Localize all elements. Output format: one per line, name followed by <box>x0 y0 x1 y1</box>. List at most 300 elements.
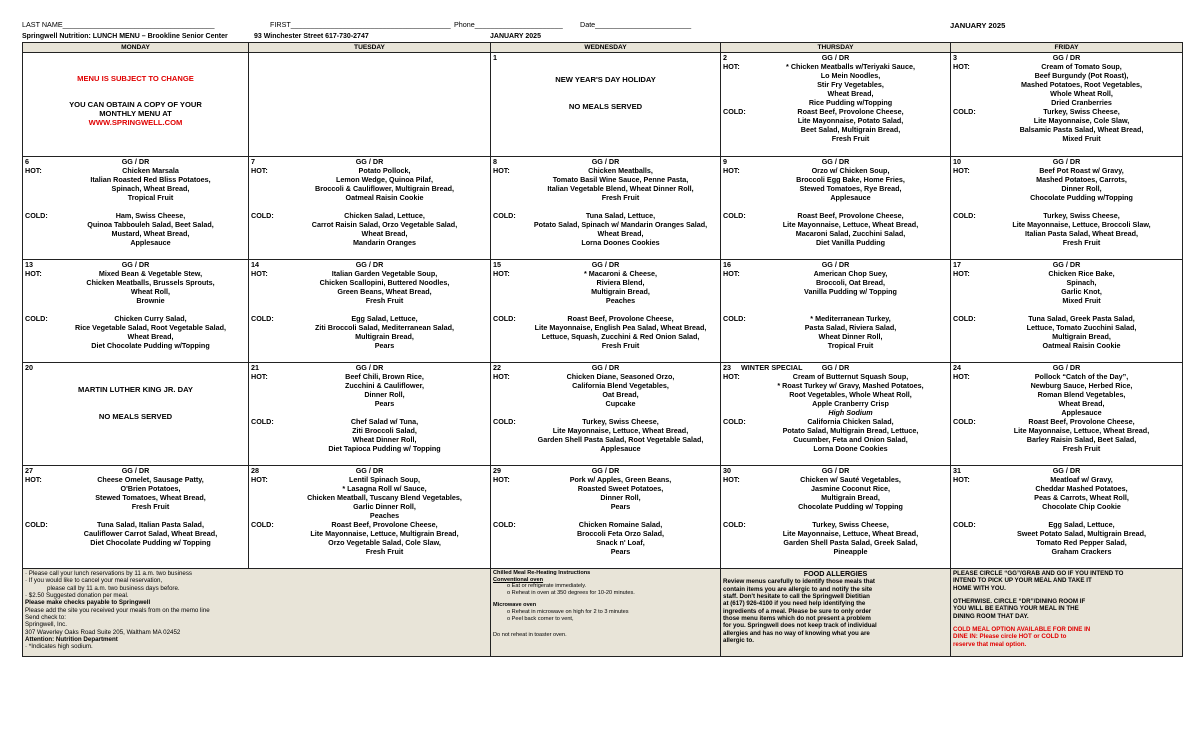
hot-item: Cream of Butternut Squash Soup, <box>792 372 909 381</box>
footer-line: · If you would like to cancel your meal reservation, <box>25 577 163 585</box>
hot-item: Lentil Spinach Soup, <box>348 475 421 484</box>
cold-label-spacer <box>493 324 523 333</box>
cold-label-spacer <box>493 427 523 436</box>
hot-item: Broccoli, Oat Bread, <box>815 278 886 287</box>
cold-item: Ziti Broccoli Salad, Mediterranean Salad, <box>315 323 454 332</box>
phone-field[interactable]: Phone______________________ <box>454 20 563 29</box>
hot-item: * Chicken Meatballs w/Teriyaki Sauce, <box>786 62 915 71</box>
cold-item: Potato Salad, Spinach w/ Mandarin Oranges Salad, <box>533 220 708 229</box>
cold-label: COLD: <box>953 211 976 220</box>
grab-go-dining-choice[interactable]: GG / DR <box>821 53 850 62</box>
hot-label-spacer <box>493 485 523 494</box>
cold-item: Orzo Vegetable Salad, Cole Slaw, <box>328 538 441 547</box>
hot-label-spacer <box>25 279 55 288</box>
cold-item: Applesauce <box>130 238 171 247</box>
header-form-line <box>22 21 1182 31</box>
cold-label-spacer <box>953 445 983 454</box>
last-name-field[interactable]: LAST NAME______________________________________ <box>22 20 215 29</box>
hot-item: Newburg Sauce, Herbed Rice, <box>1030 381 1133 390</box>
hot-item: Beef Pot Roast w/ Gravy, <box>1039 166 1124 175</box>
cold-item: Lorna Doone Cookies <box>813 444 888 453</box>
cold-item: Fresh Fruit <box>831 134 870 143</box>
footer-line: Springwell, Inc. <box>25 621 67 629</box>
hot-item: Green Beans, Wheat Bread, <box>337 287 432 296</box>
cold-label-spacer <box>251 333 281 342</box>
cold-label: COLD: <box>723 520 746 529</box>
day-cell-10 <box>951 157 1183 260</box>
hot-item: Stewed Tomatoes, Wheat Bread, <box>95 493 206 502</box>
option-line: DINING ROOM THAT DAY. <box>953 612 1029 620</box>
grab-go-dining-choice[interactable]: GG / DR <box>355 157 384 166</box>
hot-label-spacer <box>493 494 523 503</box>
cold-menu-line <box>493 445 718 454</box>
meal-option-instructions <box>951 569 1183 657</box>
hot-label-spacer <box>251 400 281 409</box>
day-cell-22 <box>491 363 721 466</box>
day-cell-24 <box>951 363 1183 466</box>
org-line <box>22 33 1182 42</box>
cold-option-line: DINE IN: Please circle HOT or COLD to <box>953 633 1067 641</box>
grab-go-dining-choice[interactable]: GG / DR <box>821 260 850 269</box>
grab-go-dining-choice[interactable]: GG / DR <box>1052 466 1081 475</box>
grab-go-dining-choice[interactable]: GG / DR <box>1052 157 1081 166</box>
weekday-header-row <box>23 43 1183 53</box>
day-number: 9 <box>723 157 727 166</box>
cold-label-spacer <box>953 117 983 126</box>
hot-item: Wheat Bread, <box>827 89 874 98</box>
cold-label-spacer <box>723 221 753 230</box>
food-allergies <box>721 569 951 657</box>
cold-label-spacer <box>251 427 281 436</box>
cold-item: Wheat Bread, <box>361 229 408 238</box>
hot-label-spacer <box>723 503 753 512</box>
month-title: JANUARY 2025 <box>950 21 1006 30</box>
cold-item: Ham, Swiss Cheese, <box>115 211 186 220</box>
footer-line: 307 Waverley Oaks Road Suite 205, Waltham MA 02452 <box>25 628 181 636</box>
hot-menu-line <box>493 494 718 503</box>
hot-item: Chocolate Chip Cookie <box>1042 502 1121 511</box>
cold-label: COLD: <box>953 520 976 529</box>
microwave-heading: Microwave oven <box>493 602 537 609</box>
hot-item: Cheddar Mashed Potatoes, <box>1035 484 1128 493</box>
hot-item: Chicken w/ Sauté Vegetables, <box>800 475 901 484</box>
allergy-line: contain items you are allergic to and notify the site <box>723 585 873 593</box>
holiday-title: MARTIN LUTHER KING JR. DAY <box>78 385 193 394</box>
hot-item: Cheese Omelet, Sausage Patty, <box>97 475 204 484</box>
hot-item: Garlic Knot, <box>1061 287 1102 296</box>
hot-label-spacer <box>723 185 753 194</box>
cold-item: Lite Mayonnaise, Lettuce, Wheat Bread, <box>1013 426 1150 435</box>
hot-item: * Lasagna Roll w/ Sauce, <box>342 484 427 493</box>
hot-item: Dinner Roll, <box>600 493 641 502</box>
day-number: 3 <box>953 53 957 62</box>
day-cell-31 <box>951 466 1183 569</box>
cold-item: Rice Vegetable Salad, Root Vegetable Salad, <box>75 323 226 332</box>
day-number: 23 <box>723 363 731 372</box>
cold-menu-line <box>25 342 246 351</box>
cold-menu-line <box>25 539 246 548</box>
org-name: Springwell Nutrition: LUNCH MENU – Brookline Senior Center <box>22 33 228 40</box>
grab-go-dining-choice[interactable]: GG / DR <box>1052 53 1081 62</box>
grab-go-dining-choice[interactable]: GG / DR <box>821 157 850 166</box>
grab-go-dining-choice[interactable]: GG / DR <box>591 466 620 475</box>
hot-item: Roasted Sweet Potatoes, <box>577 484 664 493</box>
hot-label-spacer <box>953 485 983 494</box>
cold-label-spacer <box>251 548 281 557</box>
hot-item: Broccoli & Cauliflower, Multigrain Bread, <box>315 184 454 193</box>
allergy-line: allergies and has no way of knowing what you are <box>723 629 870 637</box>
cold-label-spacer <box>25 530 55 539</box>
website-link[interactable]: WWW.SPRINGWELL.COM <box>88 118 183 128</box>
allergy-line: ingredients of a meal. Please be sure to only order <box>723 607 872 615</box>
cold-item: Lite Mayonnaise, Lettuce, Wheat Bread, <box>782 529 919 538</box>
copy-notice-line1: YOU CAN OBTAIN A COPY OF YOUR <box>69 100 202 110</box>
hot-menu-line <box>493 400 718 409</box>
grab-go-dining-choice[interactable]: GG / DR <box>591 157 620 166</box>
cold-item: Multigrain Bread, <box>355 332 414 341</box>
day-cell-9 <box>721 157 951 260</box>
cold-label-spacer <box>723 342 753 351</box>
day-number: 13 <box>25 260 33 269</box>
hot-label-spacer <box>493 279 523 288</box>
hot-item: Rice Pudding w/Topping <box>808 98 893 107</box>
hot-label-spacer <box>953 494 983 503</box>
cold-item: Macaroni Salad, Zucchini Salad, <box>795 229 906 238</box>
hot-menu-line <box>251 194 488 203</box>
cold-label-spacer <box>25 333 55 342</box>
cold-menu-line <box>493 342 718 351</box>
cold-menu-line <box>251 445 488 454</box>
hot-item: California Blend Vegetables, <box>572 381 669 390</box>
allergy-line: staff. Don't hesitate to call the Springwell Dietitian <box>723 593 870 601</box>
hot-label-spacer <box>953 279 983 288</box>
hot-label-spacer <box>723 485 753 494</box>
cold-item: Chicken Romaine Salad, <box>578 520 663 529</box>
hot-label-spacer <box>251 503 281 512</box>
weekday-monday: MONDAY <box>23 43 249 53</box>
cold-item: Lite Mayonnaise, English Pea Salad, Wheat Bread, <box>534 323 707 332</box>
option-line: HOME WITH YOU. <box>953 584 1006 592</box>
hot-item: Root Vegetables, Whole Wheat Roll, <box>789 390 912 399</box>
hot-item: Cupcake <box>605 399 636 408</box>
day-cell-21 <box>249 363 491 466</box>
cold-label-spacer <box>723 539 753 548</box>
cold-item: Mixed Fruit <box>1062 134 1101 143</box>
hot-label: HOT: <box>493 269 510 278</box>
hot-label-spacer <box>25 176 55 185</box>
hot-label-spacer <box>723 400 753 409</box>
cold-item: Egg Salad, Lettuce, <box>1048 520 1115 529</box>
hot-label-spacer <box>953 503 983 512</box>
cold-label-spacer <box>493 539 523 548</box>
cold-item: Mandarin Oranges <box>352 238 417 247</box>
cold-item: Barley Raisin Salad, Beet Salad, <box>1026 435 1137 444</box>
grab-go-dining-choice[interactable]: GG / DR <box>121 260 150 269</box>
grab-go-dining-choice[interactable]: GG / DR <box>591 260 620 269</box>
hot-item: Dinner Roll, <box>364 390 405 399</box>
cold-label-spacer <box>953 548 983 557</box>
allergy-line: for you. Springwell does not keep track of individual <box>723 622 877 630</box>
hot-menu-line <box>953 194 1180 203</box>
first-name-field[interactable]: FIRST________________________________________ <box>270 20 451 29</box>
day-number: 20 <box>25 363 33 372</box>
hot-label-spacer <box>493 382 523 391</box>
cold-menu-line <box>493 239 718 248</box>
cold-label: COLD: <box>493 417 516 426</box>
cold-label-spacer <box>251 342 281 351</box>
cold-label: COLD: <box>723 107 746 116</box>
cold-label: COLD: <box>953 417 976 426</box>
hot-label: HOT: <box>953 372 970 381</box>
cold-label-spacer <box>723 445 753 454</box>
cold-menu-line <box>251 333 488 342</box>
cold-item: Egg Salad, Lettuce, <box>351 314 418 323</box>
cold-item: Turkey, Swiss Cheese, <box>1043 211 1120 220</box>
reheat-step: o Eat or refrigerate immediately. <box>507 583 587 590</box>
hot-item: Potato Pollock, <box>358 166 411 175</box>
hot-label: HOT: <box>25 475 42 484</box>
hot-label-spacer <box>953 81 983 90</box>
cold-item: Pineapple <box>833 547 868 556</box>
cold-label-spacer <box>493 530 523 539</box>
grab-go-dining-choice[interactable]: GG / DR <box>121 466 150 475</box>
allergy-line: at (617) 926-4100 if you need help identifying the <box>723 600 866 608</box>
hot-label: HOT: <box>493 372 510 381</box>
special-label: WINTER SPECIAL <box>741 363 803 372</box>
cold-label-spacer <box>493 342 523 351</box>
conventional-oven-heading: Conventional oven <box>493 576 544 583</box>
hot-item: Vanilla Pudding w/ Topping <box>804 287 897 296</box>
cold-item: Italian Pasta Salad, Wheat Bread, <box>1024 229 1139 238</box>
hot-label-spacer <box>493 400 523 409</box>
cold-item: Garden Shell Pasta Salad, Root Vegetable Salad, <box>537 435 704 444</box>
hot-item: Pears <box>374 399 395 408</box>
allergy-line: Review menus carefully to identify those meals that <box>723 578 875 586</box>
footer-line: please call by 11 a.m. two business days before. <box>47 584 180 592</box>
day-number: 28 <box>251 466 259 475</box>
hot-item: Mixed Fruit <box>1062 296 1101 305</box>
hot-label-spacer <box>723 81 753 90</box>
hot-label-spacer <box>493 288 523 297</box>
day-cell-29 <box>491 466 721 569</box>
hot-label-spacer <box>953 72 983 81</box>
cold-label: COLD: <box>493 314 516 323</box>
hot-item: Wheat Roll, <box>130 287 171 296</box>
grab-go-dining-choice[interactable]: GG / DR <box>355 260 384 269</box>
hot-label-spacer <box>723 279 753 288</box>
cold-item: Roast Beef, Provolone Cheese, <box>797 211 904 220</box>
weekday-friday: FRIDAY <box>951 43 1183 53</box>
week-row <box>23 157 1183 260</box>
hot-item: Peas & Carrots, Wheat Roll, <box>1034 493 1129 502</box>
cold-label: COLD: <box>723 314 746 323</box>
cold-item: Lorna Doones Cookies <box>581 238 660 247</box>
footer-line: · Please call your lunch reservations by 11 a.m. two business <box>25 570 193 577</box>
grab-go-dining-choice[interactable]: GG / DR <box>355 466 384 475</box>
week-row <box>23 363 1183 466</box>
cold-item: Lite Mayonnaise, Lettuce, Wheat Bread, <box>782 220 919 229</box>
day-number: 1 <box>493 53 497 62</box>
day-cell-3 <box>951 53 1183 157</box>
hot-item: Lemon Wedge, Quinoa Pilaf, <box>336 175 433 184</box>
cold-item: Multigrain Bread, <box>1052 332 1111 341</box>
day-number: 17 <box>953 260 961 269</box>
hot-menu-line <box>25 297 246 306</box>
option-line: INTEND TO PICK UP YOUR MEAL AND TAKE IT <box>953 577 1092 585</box>
cold-item: Oatmeal Raisin Cookie <box>1042 341 1121 350</box>
hot-menu-line <box>723 503 948 512</box>
hot-label-spacer <box>723 194 753 203</box>
footer-line: Please make checks payable to Springwell <box>25 599 151 607</box>
cold-label-spacer <box>953 436 983 445</box>
hot-label-spacer <box>251 382 281 391</box>
hot-menu-line <box>251 391 488 400</box>
cold-label-spacer <box>953 342 983 351</box>
hot-item: Italian Garden Vegetable Soup, <box>331 269 438 278</box>
cold-item: Chicken Curry Salad, <box>114 314 187 323</box>
hot-item: Zucchini & Cauliflower, <box>344 381 425 390</box>
cold-menu-line <box>723 342 948 351</box>
cold-item: Roast Beef, Provolone Cheese, <box>331 520 438 529</box>
empty-cell <box>249 53 491 157</box>
cold-item: Turkey, Swiss Cheese, <box>812 520 889 529</box>
cold-menu-line <box>493 539 718 548</box>
hot-menu-line <box>493 503 718 512</box>
cold-option-line: COLD MEAL OPTION AVAILABLE FOR DINE IN <box>953 625 1091 633</box>
no-meals-notice: NO MEALS SERVED <box>568 102 643 112</box>
hot-label-spacer <box>493 503 523 512</box>
grab-go-dining-choice[interactable]: GG / DR <box>1052 363 1081 372</box>
grab-go-dining-choice[interactable]: GG / DR <box>355 363 384 372</box>
cold-label: COLD: <box>723 417 746 426</box>
cold-item: Applesauce <box>600 444 641 453</box>
hot-item: Stewed Tomatoes, Rye Bread, <box>799 184 902 193</box>
hot-label-spacer <box>493 297 523 306</box>
hot-item: Stir Fry Vegetables, <box>817 80 884 89</box>
cold-menu-line <box>723 239 948 248</box>
info-cell <box>23 53 249 157</box>
grab-go-dining-choice[interactable]: GG / DR <box>1052 260 1081 269</box>
cold-item: Sweet Potato Salad, Multigrain Bread, <box>1017 529 1146 538</box>
cold-label-spacer <box>953 530 983 539</box>
cold-label-spacer <box>953 221 983 230</box>
hot-item: Orzo w/ Chicken Soup, <box>811 166 890 175</box>
cold-label: COLD: <box>25 211 48 220</box>
weekday-tuesday: TUESDAY <box>249 43 491 53</box>
cold-item: Roast Beef, Provolone Cheese, <box>567 314 674 323</box>
hot-item: Multigrain Bread, <box>591 287 650 296</box>
hot-label-spacer <box>251 176 281 185</box>
grab-go-dining-choice[interactable]: GG / DR <box>821 466 850 475</box>
cold-label-spacer <box>953 135 983 144</box>
cold-item: Fresh Fruit <box>601 341 640 350</box>
hot-item: Lo Mein Noodles, <box>820 71 881 80</box>
cold-item: Fresh Fruit <box>1062 444 1101 453</box>
cold-label-spacer <box>493 548 523 557</box>
cold-label-spacer <box>723 126 753 135</box>
hot-item: Dinner Roll, <box>1061 184 1102 193</box>
hot-item: Jasmine Coconut Rice, <box>810 484 891 493</box>
cold-label: COLD: <box>953 107 976 116</box>
hot-item: Spinach, <box>1066 278 1097 287</box>
hot-item: Chicken Scallopini, Buttered Noodles, <box>319 278 450 287</box>
cold-item: Tomato Red Pepper Salad, <box>1036 538 1127 547</box>
cold-item: Pasta Salad, Riviera Salad, <box>804 323 897 332</box>
cold-label-spacer <box>25 342 55 351</box>
day-cell-30 <box>721 466 951 569</box>
hot-item: * Roast Turkey w/ Gravy, Mashed Potatoes, <box>777 381 924 390</box>
cold-item: Snack n' Loaf, <box>596 538 645 547</box>
cold-label: COLD: <box>251 314 274 323</box>
option-line: YOU WILL BE EATING YOUR MEAL IN THE <box>953 605 1079 613</box>
day-cell-8 <box>491 157 721 260</box>
hot-item: Oatmeal Raisin Cookie <box>345 193 424 202</box>
hot-label: HOT: <box>723 372 740 381</box>
hot-item: Chicken Diane, Seasoned Orzo, <box>566 372 675 381</box>
grab-go-dining-choice[interactable]: GG / DR <box>821 363 850 372</box>
cold-item: Pears <box>610 547 631 556</box>
footer-line: Send check to: <box>25 613 66 621</box>
hot-item: Chicken Meatball, Tuscany Blend Vegetables, <box>307 493 462 502</box>
hot-item: Fresh Fruit <box>601 193 640 202</box>
cold-label-spacer <box>493 230 523 239</box>
hot-item: Tropical Fruit <box>127 193 174 202</box>
hot-label-spacer <box>251 494 281 503</box>
hot-item: Dried Cranberries <box>1051 98 1112 107</box>
cold-label: COLD: <box>493 520 516 529</box>
day-number: 27 <box>25 466 33 475</box>
cold-label-spacer <box>493 436 523 445</box>
grab-go-dining-choice[interactable]: GG / DR <box>591 363 620 372</box>
date-field[interactable]: Date________________________ <box>580 20 692 29</box>
cold-item: * Mediterranean Turkey, <box>810 314 891 323</box>
hot-label-spacer <box>953 297 983 306</box>
cold-item: Potato Salad, Multigrain Bread, Lettuce, <box>782 426 919 435</box>
cold-item: Diet Chocolate Pudding w/Topping <box>91 341 210 350</box>
hot-label: HOT: <box>25 269 42 278</box>
cold-label-spacer <box>251 445 281 454</box>
month-center: JANUARY 2025 <box>490 33 541 40</box>
hot-label: HOT: <box>251 166 268 175</box>
hot-label: HOT: <box>723 475 740 484</box>
hot-label-spacer <box>251 288 281 297</box>
reheat-step: o Peel back corner to vent, <box>507 615 574 622</box>
hot-label-spacer <box>251 297 281 306</box>
hot-menu-line <box>723 194 948 203</box>
cold-item: Mustard, Wheat Bread, <box>111 229 190 238</box>
hot-item: Broccoli Egg Bake, Home Fries, <box>796 175 905 184</box>
day-cell-17 <box>951 260 1183 363</box>
allergies-title: FOOD ALLERGIES <box>803 569 868 578</box>
cold-item: Roast Beef, Provolone Cheese, <box>1028 417 1135 426</box>
cold-label: COLD: <box>25 314 48 323</box>
cold-label: COLD: <box>251 211 274 220</box>
hot-label-spacer <box>251 391 281 400</box>
option-line: PLEASE CIRCLE “GG”/GRAB AND GO IF YOU INTEND TO <box>953 570 1124 577</box>
menu-calendar <box>22 42 1183 657</box>
hot-label-spacer <box>953 194 983 203</box>
hot-item: Fresh Fruit <box>131 502 170 511</box>
hot-label-spacer <box>251 185 281 194</box>
cold-item: California Chicken Salad, <box>807 417 894 426</box>
cold-menu-line <box>251 239 488 248</box>
cold-label-spacer <box>25 539 55 548</box>
grab-go-dining-choice[interactable]: GG / DR <box>121 157 150 166</box>
hot-item: Beef Chili, Brown Rice, <box>345 372 424 381</box>
day-cell-6 <box>23 157 249 260</box>
hot-label-spacer <box>251 485 281 494</box>
day-number: 15 <box>493 260 501 269</box>
